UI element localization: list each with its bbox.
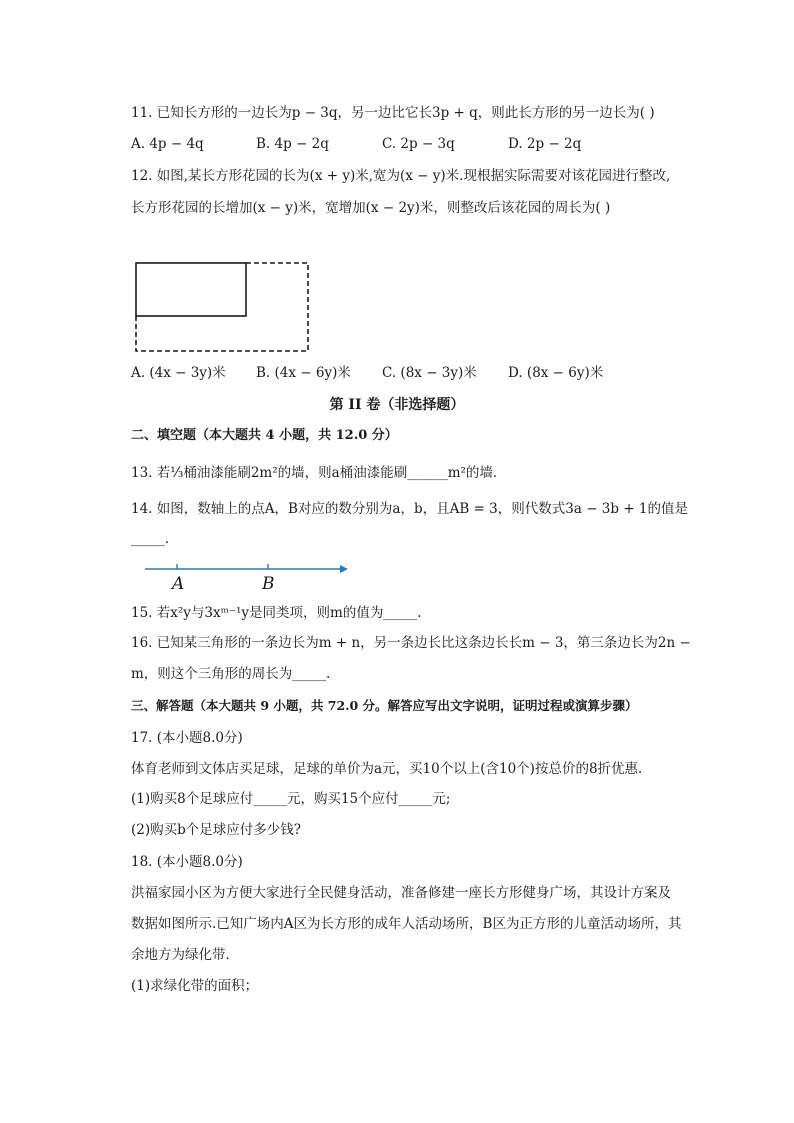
q12-option-d: D. (8x − 6y)米 — [508, 365, 604, 381]
q18-line1: 洪福家园小区为方便大家进行全民健身活动，准备修建一座长方形健身广场，其设计方案及 — [131, 885, 671, 901]
q13: 13. 若⅓桶油漆能刷2m²的墙，则a桶油漆能刷______m²的墙． — [131, 465, 507, 481]
original-garden-rect — [136, 263, 246, 316]
q12-option-b: B. (4x − 6y)米 — [256, 365, 351, 381]
q18-line3: 余地方为绿化带． — [131, 947, 239, 963]
q14-line1: 14. 如图，数轴上的点A，B对应的数分别为a，b，且AB = 3，则代数式3a − 3b + 1的值是 — [131, 501, 689, 517]
section2-heading: 二、填空题（本大题共 4 小题，共 12.0 分） — [131, 428, 398, 443]
q18-line2: 数据如图所示.已知广场内A区为长方形的成年人活动场所，B区为正方形的儿童活动场所，其 — [131, 916, 682, 932]
label-a: A — [172, 574, 185, 594]
q12-option-c: C. (8x − 3y)米 — [382, 365, 477, 381]
section3-heading: 三、解答题（本大题共 9 小题，共 72.0 分。解答应写出文字说明，证明过程或演算步骤） — [131, 698, 638, 713]
q15: 15. 若x²y与3xᵐ⁻¹y是同类项，则m的值为_____. — [131, 605, 422, 621]
expanded-garden-dashed — [136, 263, 308, 351]
q14-line2: _____. — [131, 531, 170, 547]
q11-option-b: B. 4p − 2q — [256, 136, 329, 152]
garden-figure — [130, 257, 315, 357]
q12-stem-line1: 12. 如图,某长方形花园的长为(x + y)米,宽为(x − y)米.现根据实际需要对该花园进行整改, — [131, 168, 671, 184]
q12-stem-line2: 长方形花园的长增加(x − y)米，宽增加(x − 2y)米，则整改后该花园的周长为( ) — [131, 200, 611, 216]
part2-title: 第 II 卷（非选择题） — [329, 397, 465, 413]
q16-line1: 16. 已知某三角形的一条边长为m + n，另一条边长比这条边长长m − 3，第三条边长为2n − — [131, 635, 691, 651]
q17-header: 17. (本小题8.0分) — [131, 730, 243, 746]
q12-option-a: A. (4x − 3y)米 — [131, 365, 226, 381]
number-line-figure — [140, 558, 355, 593]
q11-stem: 11. 已知长方形的一边长为p − 3q，另一边比它长3p + q，则此长方形的另一边长为( ) — [131, 105, 655, 121]
arrow-head-icon — [340, 565, 348, 573]
q16-line2: m，则这个三角形的周长为_____. — [131, 666, 331, 682]
q17-part2: (2)购买b个足球应付多少钱? — [131, 822, 302, 838]
q17-body: 体育老师到文体店买足球，足球的单价为a元，买10个以上(含10个)按总价的8折优惠． — [131, 761, 652, 777]
q18-part1: (1)求绿化带的面积； — [131, 978, 259, 994]
q18-header: 18. (本小题8.0分) — [131, 854, 243, 870]
q17-part1: (1)购买8个足球应付_____元，购买15个应付_____元; — [131, 791, 451, 807]
q11-option-d: D. 2p − 2q — [508, 136, 582, 152]
q11-option-a: A. 4p − 4q — [131, 136, 204, 152]
q11-option-c: C. 2p − 3q — [382, 136, 455, 152]
label-b: B — [262, 574, 275, 594]
